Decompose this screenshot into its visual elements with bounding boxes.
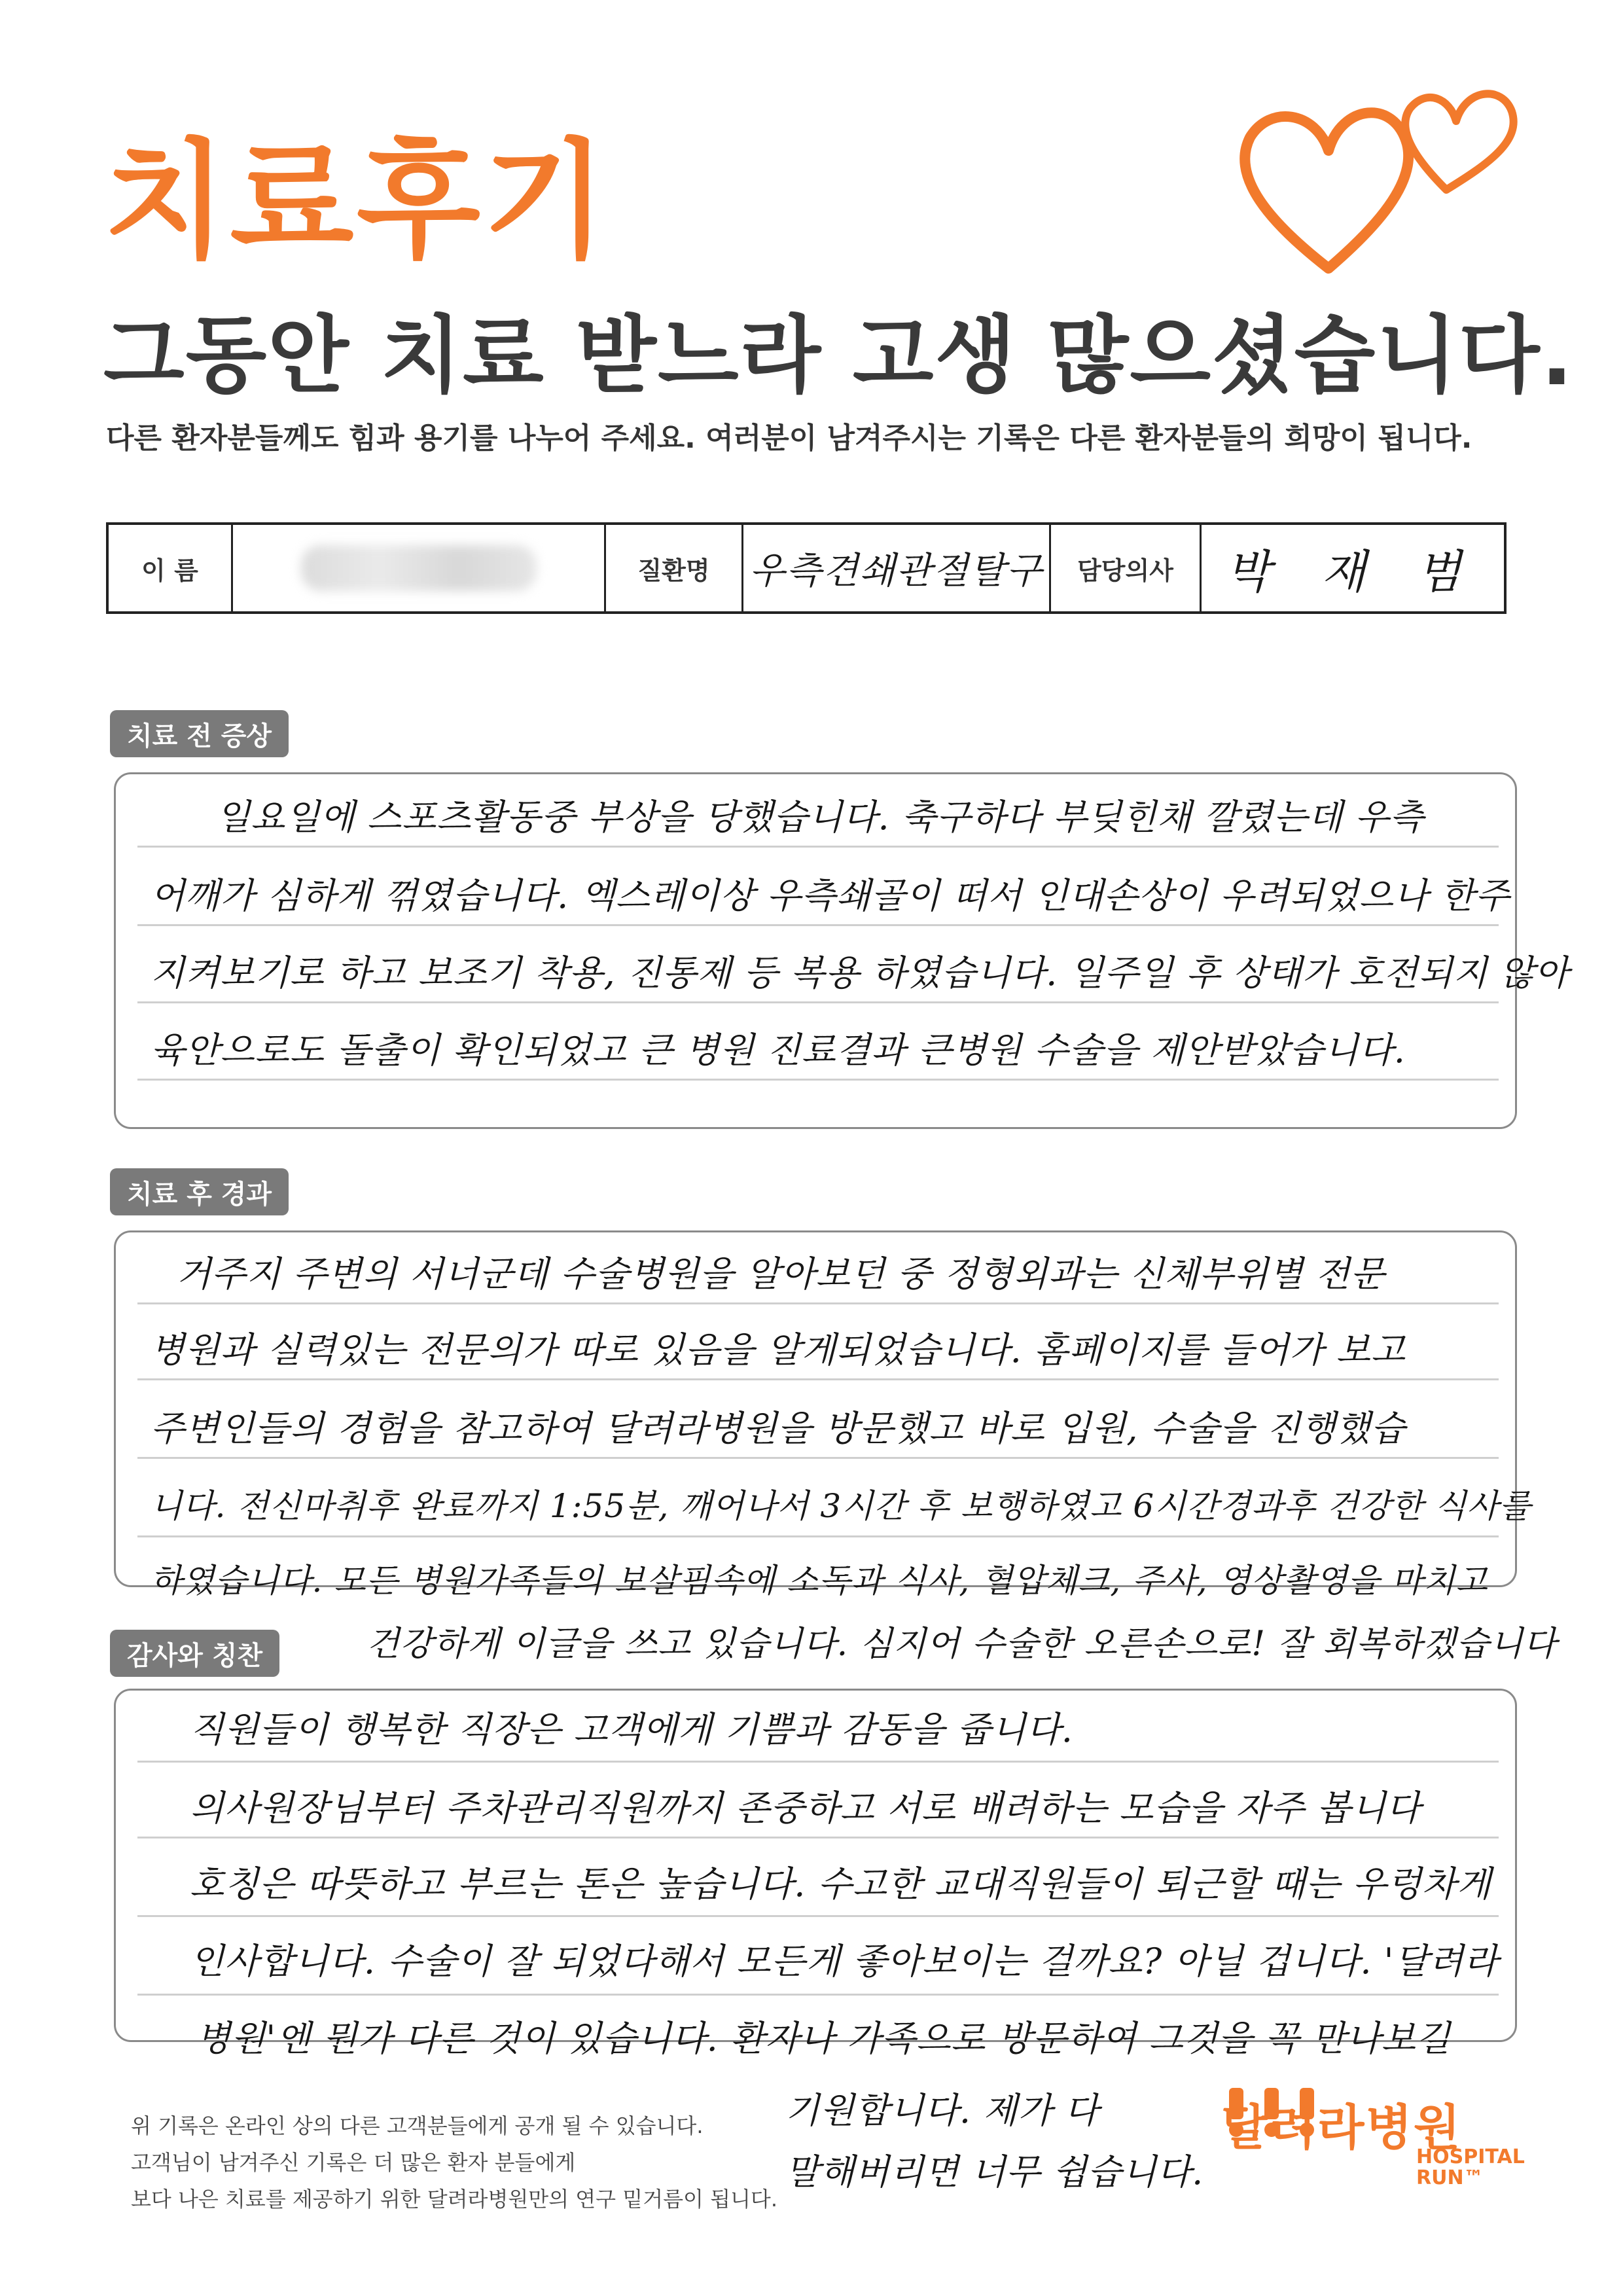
name-label: 이 름: [109, 525, 233, 611]
after-line-1: 거주지 주변의 서너군데 수술병원을 알아보던 중 정형외과는 신체부위별 전문: [177, 1253, 1385, 1295]
headline: 그동안 치료 받느라 고생 많으셨습니다.: [103, 307, 1575, 404]
before-line-2: 어깨가 심하게 꺾였습니다. 엑스레이상 우측쇄골이 떠서 인대손상이 우려되었으나 한주: [151, 875, 1510, 916]
after-line-5: 하였습니다. 모든 병원가족들의 보살핌속에 소독과 식사, 혈압체크, 주사, 영상촬영을 마치고: [151, 1562, 1488, 1600]
doctor-value: 박 재 범: [1226, 545, 1480, 599]
name-value-redacted: [233, 525, 606, 611]
footer-note-3: 보다 나은 치료를 제공하기 위한 달려라병원만의 연구 밑거름이 됩니다.: [131, 2187, 777, 2212]
after-line-6: 건강하게 이글을 쓰고 있습니다. 심지어 수술한 오른손으로! 잘 회복하겠습니다: [366, 1624, 1558, 1664]
logo-sub-1: HOSPITAL: [1416, 2145, 1525, 2168]
thanks-line-6: 기원합니다. 제가 다: [785, 2090, 1099, 2131]
page-title: 치료후기: [103, 127, 610, 276]
section-label-thanks: 감사와 칭찬: [110, 1630, 279, 1677]
after-line-2: 병원과 실력있는 전문의가 따로 있음을 알게되었습니다. 홈페이지를 들어가 보고: [151, 1329, 1406, 1371]
after-line-4: 니다. 전신마취후 완료까지 1:55분, 깨어나서 3시간 후 보행하였고 6시간경과후 건강한 식사를: [151, 1487, 1532, 1525]
disease-value: 우측견쇄관절탈구: [743, 525, 1051, 611]
redaction-blur: [301, 545, 537, 591]
before-line-4: 육안으로도 돌출이 확인되었고 큰 병원 진료결과 큰병원 수술을 제안받았습니다.: [151, 1030, 1406, 1071]
footer-note-1: 위 기록은 온라인 상의 다른 고객분들에게 공개 될 수 있습니다.: [131, 2113, 704, 2138]
footer-note-2: 고객님이 남겨주신 기록은 더 많은 환자 분들에게: [131, 2150, 576, 2175]
section-label-before: 치료 전 증상: [110, 710, 289, 757]
thanks-line-3: 호칭은 따뜻하고 부르는 톤은 높습니다. 수고한 교대직원들이 퇴근할 때는 우렁차게: [190, 1863, 1492, 1905]
logo-sub-2: RUN™: [1416, 2166, 1484, 2189]
thanks-line-5: 병원'엔 뭔가 다른 것이 있습니다. 환자나 가족으로 방문하여 그것을 꼭 만나보길: [196, 2018, 1451, 2059]
thanks-line-4: 인사합니다. 수술이 잘 되었다해서 모든게 좋아보이는 걸까요? 아닐 겁니다. '달려라: [190, 1941, 1499, 1982]
before-line-3: 지켜보기로 하고 보조기 착용, 진통제 등 복용 하였습니다. 일주일 후 상태가 호전되지 않아: [151, 952, 1570, 994]
thanks-line-1: 직원들이 행복한 직장은 고객에게 기쁨과 감동을 줍니다.: [190, 1709, 1073, 1750]
disease-label: 질환명: [606, 525, 743, 611]
doctor-label: 담당의사: [1051, 525, 1202, 611]
logo-name: 달려라병원: [1221, 2100, 1462, 2156]
patient-info-table: [106, 522, 1507, 614]
hearts-decoration-icon: [1230, 59, 1544, 295]
after-line-3: 주변인들의 경험을 참고하여 달려라병원을 방문했고 바로 입원, 수술을 진행했습: [151, 1408, 1406, 1449]
section-label-after: 치료 후 경과: [110, 1168, 289, 1215]
subline: 다른 환자분들께도 힘과 용기를 나누어 주세요. 여러분이 남겨주시는 기록은 다른 환자분들의 희망이 됩니다.: [106, 422, 1472, 455]
thanks-line-2: 의사원장님부터 주차관리직원까지 존중하고 서로 배려하는 모습을 자주 봅니다: [190, 1787, 1421, 1829]
before-line-1: 일요일에 스포츠활동중 부상을 당했습니다. 축구하다 부딪힌채 깔렸는데 우측: [216, 797, 1425, 838]
thanks-line-7: 말해버리면 너무 쉽습니다.: [785, 2151, 1204, 2193]
